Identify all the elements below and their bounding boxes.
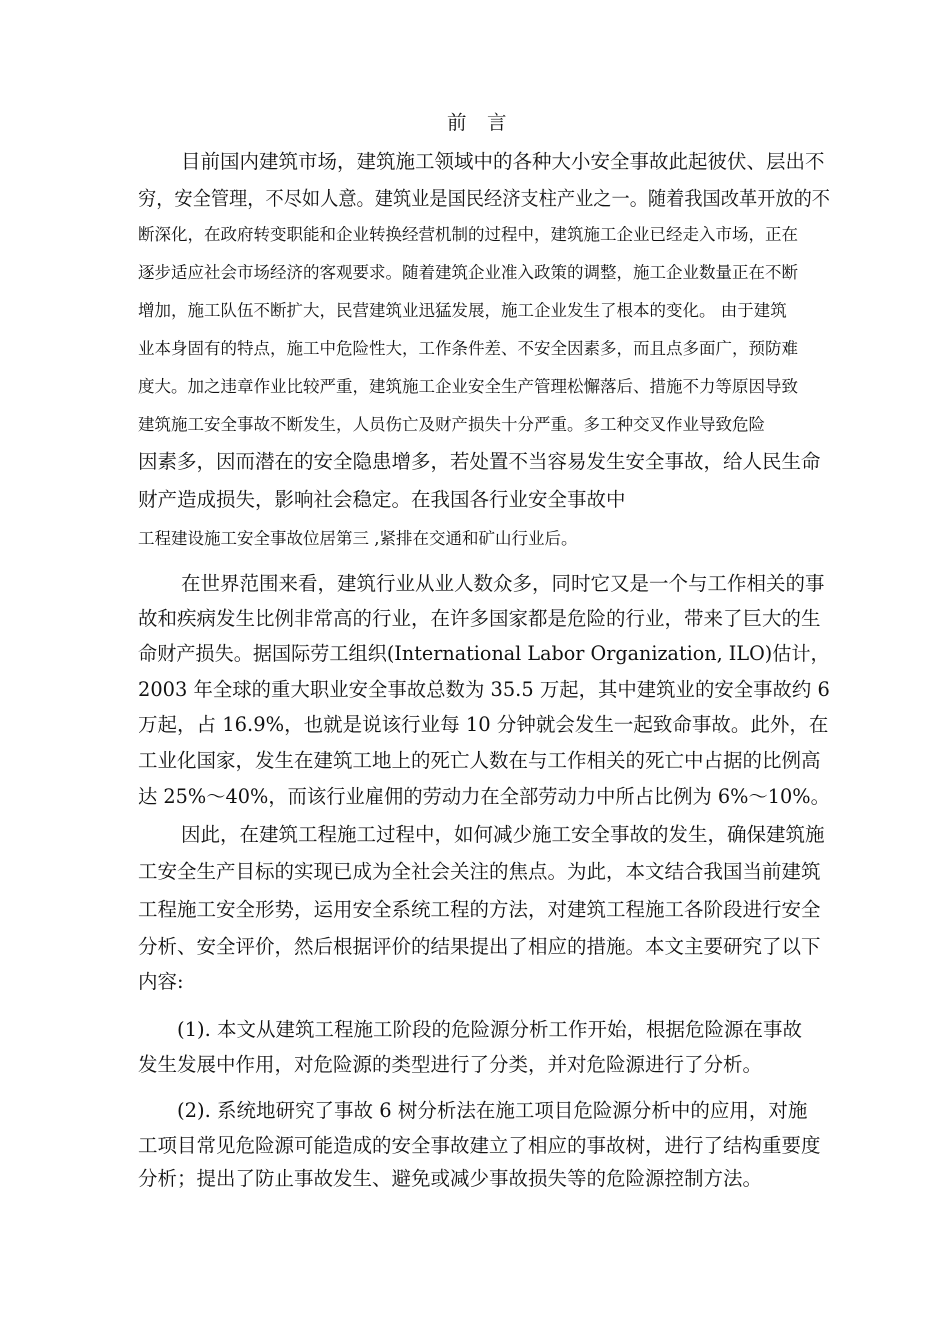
list-item-text: (2). 系统地研究了事故 6 树分析法在施工项目危险源分析中的应用，对施 [177, 1099, 808, 1122]
text-line: 增加，施工队伍不断扩大，民营建筑业迅猛发展，施工企业发生了根本的变化。 由于建筑 [138, 301, 787, 320]
text-line: 工程建设施工安全事故位居第三 ,紧排在交通和矿山行业后。 [138, 529, 578, 548]
text-line: 建筑施工安全事故不断发生，人员伤亡及财产损失十分严重。多工种交叉作业导致危险 [138, 415, 765, 434]
text-line: 命财产损失。据国际劳工组织(International Labor Organization, ILO)估计， [138, 642, 830, 665]
text-line: 分析、安全评价，然后根据评价的结果提出了相应的措施。本文主要研究了以下 [138, 935, 821, 958]
text-line: 穷，安全管理，不尽如人意。建筑业是国民经济支柱产业之一。随着我国改革开放的不 [138, 187, 831, 210]
text-line: 万起，占 16.9%，也就是说该行业每 10 分钟就会发生一起致命事故。此外，在 [138, 713, 829, 736]
text-line: 逐步适应社会市场经济的客观要求。随着建筑企业准入政策的调整，施工企业数量正在不断 [138, 263, 798, 282]
text-line: 在世界范围来看，建筑行业从业人数众多，同时它又是一个与工作相关的事 [181, 572, 825, 595]
text-line: 2003 年全球的重大职业安全事故总数为 35.5 万起，其中建筑业的安全事故约 6 [138, 678, 830, 701]
page-title: 前 言 [447, 111, 508, 134]
list-item-text: (1). 本文从建筑工程施工阶段的危险源分析工作开始，根据危险源在事故 [177, 1018, 803, 1041]
text-line: 因此，在建筑工程施工过程中，如何减少施工安全事故的发生，确保建筑施 [181, 823, 825, 846]
text-line: 工程施工安全形势，运用安全系统工程的方法，对建筑工程施工各阶段进行安全 [138, 898, 821, 921]
list-item-text: 分析；提出了防止事故发生、避免或减少事故损失等的危险源控制方法。 [138, 1167, 763, 1190]
text-line: 断深化，在政府转变职能和企业转换经营机制的过程中，建筑施工企业已经走入市场，正在 [138, 225, 798, 244]
text-line: 目前国内建筑市场，建筑施工领域中的各种大小安全事故此起彼伏、层出不 [181, 150, 825, 173]
text-line: 业本身固有的特点，施工中危险性大，工作条件差、不安全因素多，而且点多面广，预防难 [138, 339, 798, 358]
text-line: 度大。加之违章作业比较严重，建筑施工企业安全生产管理松懈落后、措施不力等原因导致 [138, 377, 798, 396]
text-line: 工安全生产目标的实现已成为全社会关注的焦点。为此，本文结合我国当前建筑 [138, 860, 821, 883]
list-item-text: 发生发展中作用，对危险源的类型进行了分类，并对危险源进行了分析。 [138, 1053, 763, 1076]
text-line: 达 25%～40%，而该行业雇佣的劳动力在全部劳动力中所占比例为 6%～10%。 [138, 785, 830, 808]
text-line: 财产造成损失，影响社会稳定。在我国各行业安全事故中 [138, 488, 626, 511]
text-line: 工业化国家，发生在建筑工地上的死亡人数在与工作相关的死亡中占据的比例高 [138, 749, 821, 772]
text-line: 因素多，因而潜在的安全隐患增多，若处置不当容易发生安全事故，给人民生命 [138, 450, 821, 473]
text-line: 内容: [138, 970, 184, 993]
text-line: 故和疾病发生比例非常高的行业，在许多国家都是危险的行业，带来了巨大的生 [138, 607, 821, 630]
list-item-text: 工项目常见危险源可能造成的安全事故建立了相应的事故树，进行了结构重要度 [138, 1134, 821, 1157]
